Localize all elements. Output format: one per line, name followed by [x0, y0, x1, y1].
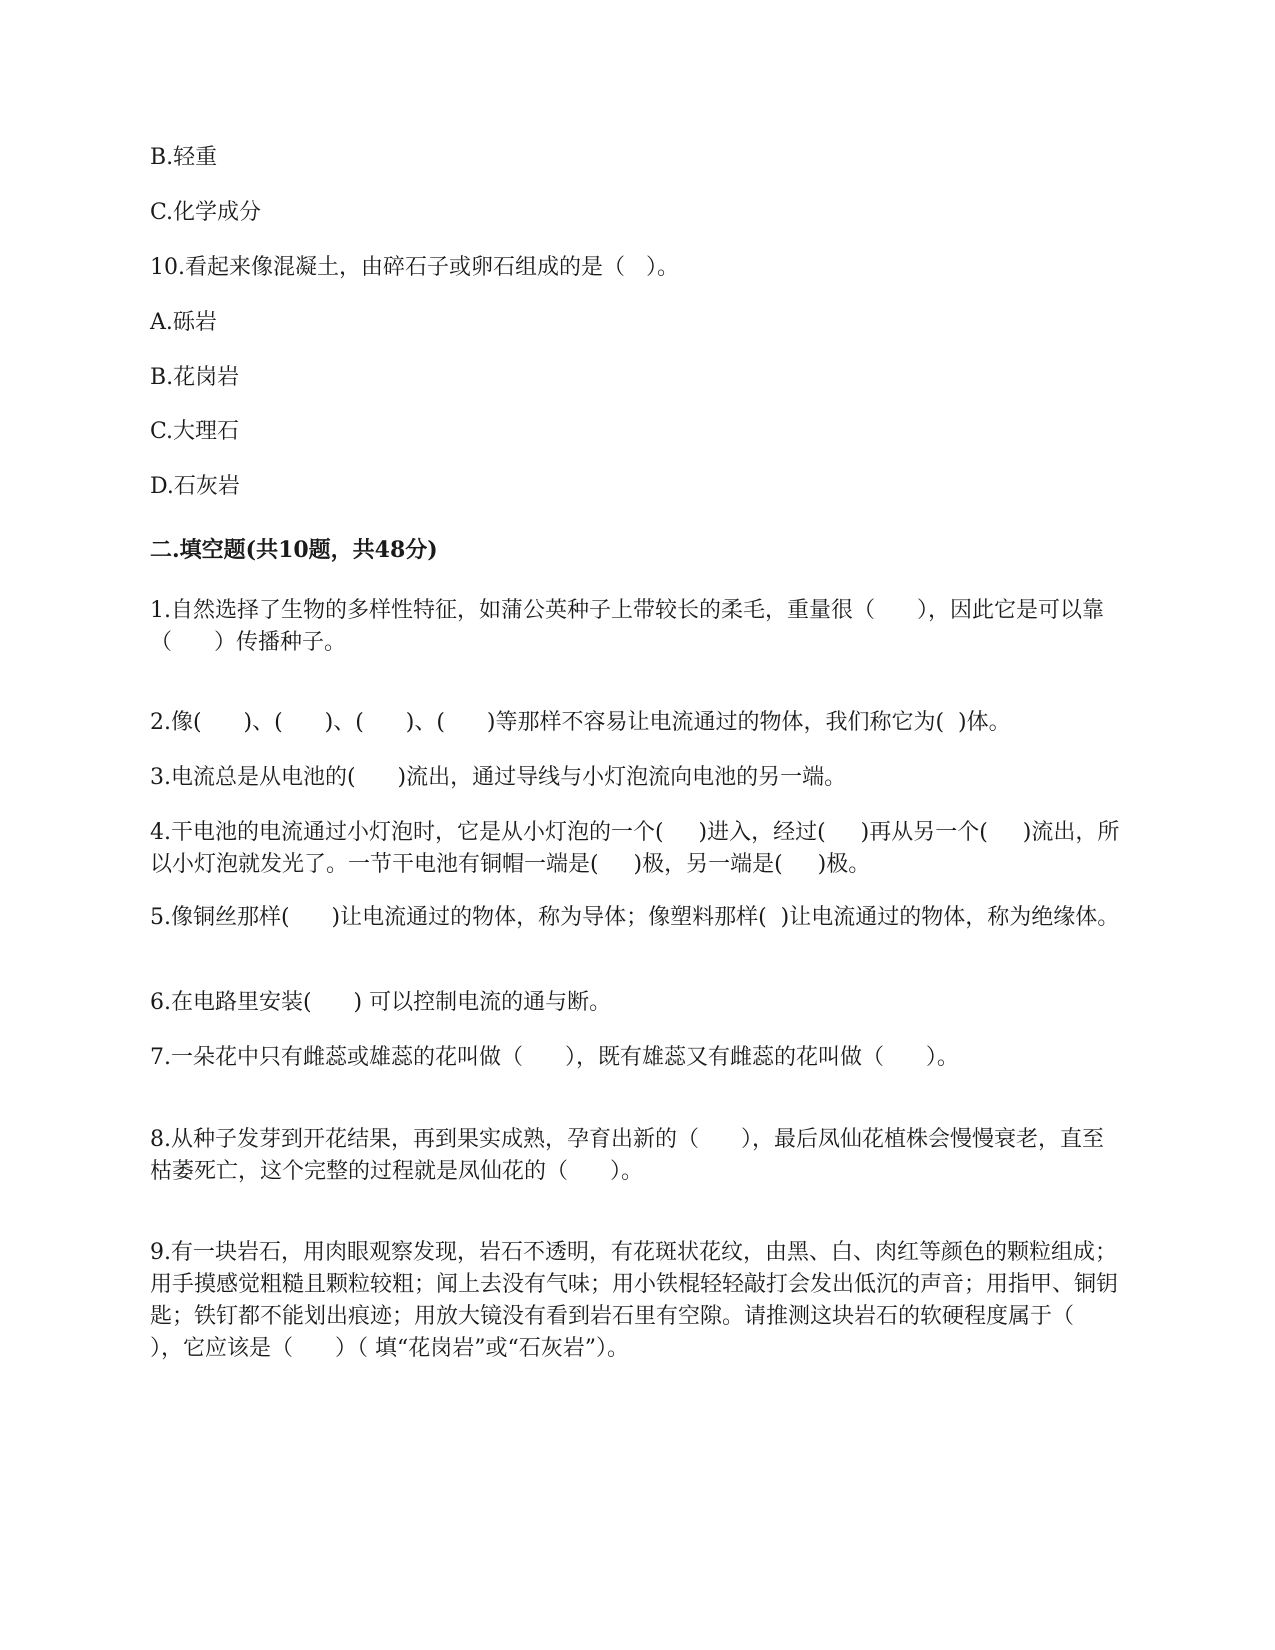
q10-option-d: D.石灰岩 — [150, 474, 240, 499]
q10-stem: 10.看起来像混凝土，由碎石子或卵石组成的是（ ）。 — [150, 255, 679, 280]
fill-question-4: 4.干电池的电流通过小灯泡时，它是从小灯泡的一个( )进入，经过( )再从另一个( )流出，所以小灯泡就发光了。一节干电池有铜帽一端是( )极，另一端是( )极。 — [150, 820, 1120, 877]
q10-option-b: B.花岗岩 — [150, 365, 240, 390]
fill-question-5: 5.像铜丝那样( )让电流通过的物体，称为导体；像塑料那样( )让电流通过的物体，称为绝缘体。 — [150, 905, 1120, 930]
fill-question-2: 2.像( )、( )、( )、( )等那样不容易让电流通过的物体，我们称它为( )体。 — [150, 710, 1011, 735]
q9-option-c: C.化学成分 — [150, 200, 262, 225]
fill-question-8: 8.从种子发芽到开花结果，再到果实成熟，孕育出新的（ ），最后凤仙花植株会慢慢衰老，直至枯萎死亡，这个完整的过程就是凤仙花的（ ）。 — [150, 1127, 1104, 1184]
section-heading-fill-blank: 二.填空题(共10题，共48分) — [150, 537, 438, 563]
fill-question-7: 7.一朵花中只有雌蕊或雄蕊的花叫做（ ），既有雄蕊又有雌蕊的花叫做（ ）。 — [150, 1045, 959, 1070]
q9-option-b: B.轻重 — [150, 145, 218, 170]
fill-question-9: 9.有一块岩石，用肉眼观察发现，岩石不透明，有花斑状花纹，由黑、白、肉红等颜色的颗粒组成；用手摸感觉粗糙且颗粒较粗；闻上去没有气味；用小铁棍轻轻敲打会发出低沉的声音；用指甲、铜钥匙；铁钉都不能划出痕迹；用放大镜没有看到岩石里有空隙。请推测这块岩石的软硬程度属于（ ），它应该是（ ）（ 填“花岗岩”或“石灰岩”）。 — [150, 1240, 1119, 1361]
fill-question-6: 6.在电路里安装( ) 可以控制电流的通与断。 — [150, 990, 612, 1015]
q10-option-a: A.砾岩 — [150, 310, 217, 335]
q10-option-c: C.大理石 — [150, 419, 240, 444]
fill-question-1: 1.自然选择了生物的多样性特征，如蒲公英种子上带较长的柔毛，重量很（ ），因此它是可以靠（ ）传播种子。 — [150, 598, 1104, 655]
fill-question-3: 3.电流总是从电池的( )流出，通过导线与小灯泡流向电池的另一端。 — [150, 765, 847, 790]
